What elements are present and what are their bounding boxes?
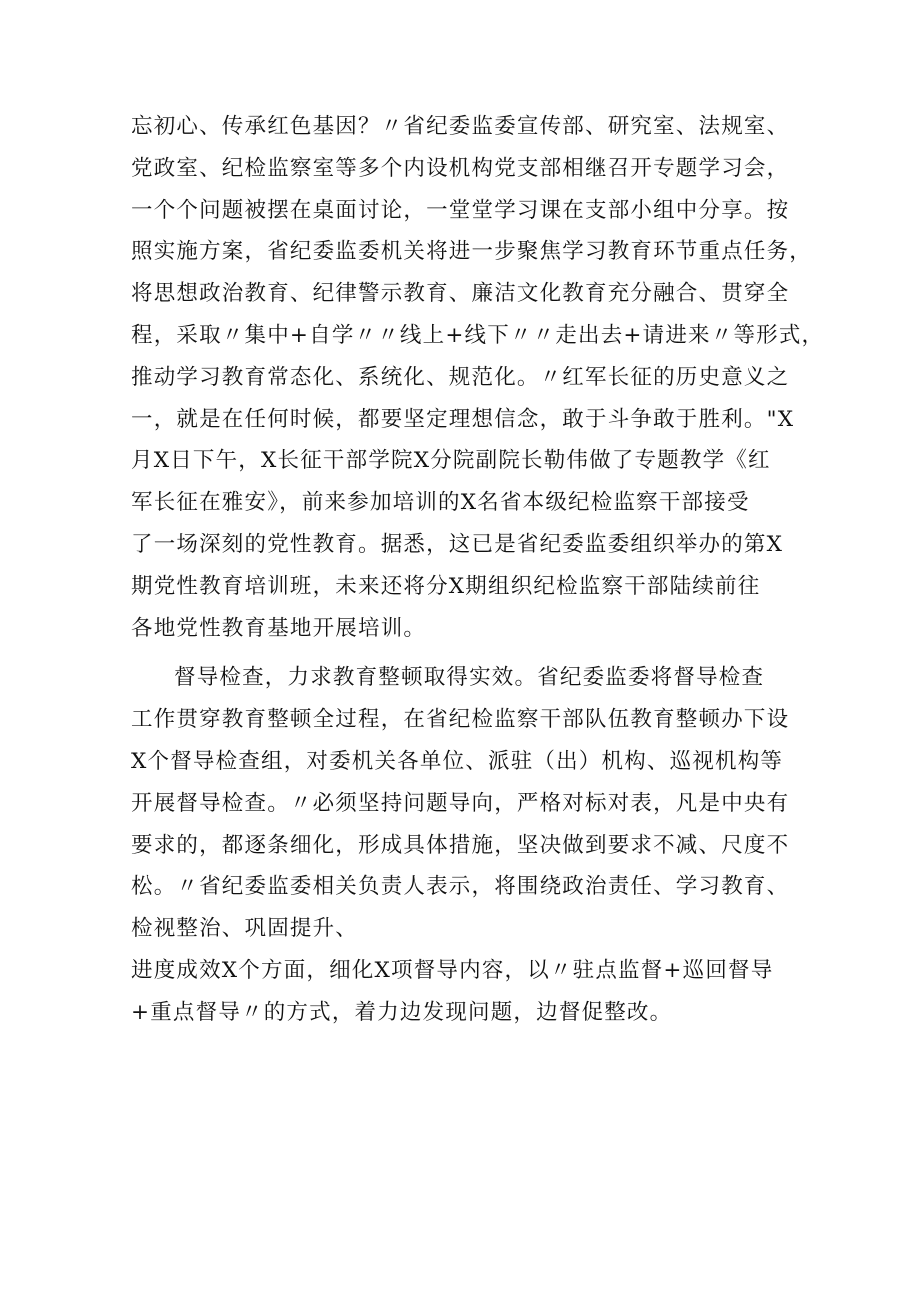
text-line: 忘初心、传承红色基因？〃省纪委监委宣传部、研究室、法规室、 bbox=[131, 114, 790, 139]
text-line: +重点督导〃的方式，着力边发现问题，边督促整改。 bbox=[131, 999, 673, 1025]
text-line: 进度成效X个方面，细化X项督导内容，以〃驻点监督+巡回督导 bbox=[131, 957, 774, 983]
paragraph-supervision bbox=[131, 657, 811, 950]
text-line: 松。〃省纪委监委相关负责人表示，将围绕政治责任、学习教育、 bbox=[131, 874, 790, 900]
document-body bbox=[131, 106, 825, 1034]
text-line: 推动学习教育常态化、系统化、规范化。〃红军长征的历史意义之 bbox=[131, 364, 790, 390]
text-line: 一，就是在任何时候，都要坚定理想信念，敢于斗争敢于胜利。"X bbox=[131, 406, 795, 432]
text-line: 督导检查，力求教育整顿取得实效。省纪委监委将督导检查 bbox=[174, 665, 765, 691]
text-line: 程，采取〃集中+自学〃〃线上+线下〃〃走出去+请进来〃等形式， bbox=[131, 322, 825, 348]
text-line: 开展督导检查。〃必须坚持问题导向，严格对标对表，凡是中央有 bbox=[131, 790, 790, 816]
text-line: X个督导检查组，对委机关各单位、派驻（出）机构、巡视机构等 bbox=[131, 748, 784, 774]
paragraph-continued bbox=[131, 106, 825, 649]
text-line: 一个个问题被摆在桌面讨论，一堂堂学习课在支部小组中分享。按 bbox=[131, 197, 790, 223]
text-line: 将思想政治教育、纪律警示教育、廉洁文化教育充分融合、贯穿全 bbox=[131, 281, 790, 307]
text-line: 工作贯穿教育整顿全过程，在省纪检监察干部队伍教育整顿办下设 bbox=[131, 707, 790, 733]
text-line: 军长征在雅安》，前来参加培训的X名省本级纪检监察干部接受 bbox=[131, 490, 750, 516]
text-line: 照实施方案，省纪委监委机关将进一步聚焦学习教育环节重点任务， bbox=[131, 239, 813, 265]
text-line: 期党性教育培训班，未来还将分X期组织纪检监察干部陆续前往 bbox=[131, 573, 761, 599]
paragraph-progress bbox=[131, 950, 811, 1034]
text-line: 月X日下午，X长征干部学院X分院副院长勒伟做了专题教学《红 bbox=[131, 448, 771, 474]
text-line: 了一场深刻的党性教育。据悉，这已是省纪委监委组织举办的第X bbox=[131, 531, 784, 557]
text-line: 要求的，都逐条细化，形成具体措施，坚决做到要求不减、尺度不 bbox=[131, 832, 790, 858]
text-line: 党政室、纪检监察室等多个内设机构党支部相继召开专题学习会， bbox=[131, 155, 790, 181]
text-line: 各地党性教育基地开展培训。 bbox=[131, 615, 427, 641]
text-line: 检视整治、巩固提升、 bbox=[131, 916, 359, 942]
